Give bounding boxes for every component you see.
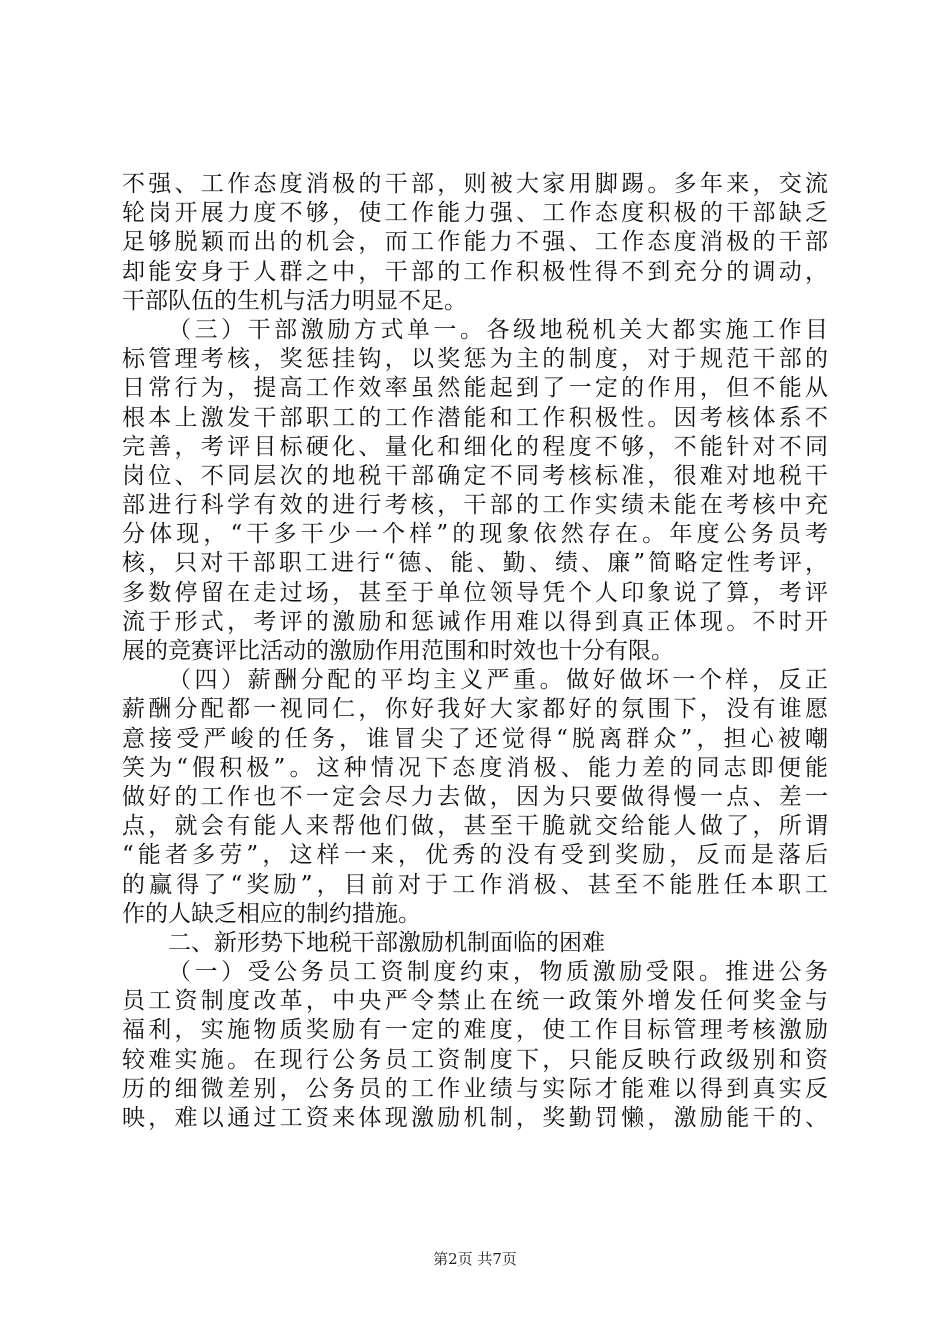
paragraph-start-line: （三）干部激励方式单一。各级地税机关大都实施工作目 [168, 316, 828, 343]
paragraph-start-line: （一）受公务员工资制度约束，物质激励受限。推进公务 [168, 959, 828, 986]
text-line: 岗位、不同层次的地税干部确定不同考核标准，很难对地税干 [122, 462, 828, 489]
text-line: 历的细微差别，公务员的工作业绩与实际才能难以得到真实反 [122, 1075, 828, 1102]
text-line: 完善，考评目标硬化、量化和细化的程度不够，不能针对不同 [122, 433, 828, 460]
text-line: 轮岗开展力度不够，使工作能力强、工作态度积极的干部缺乏 [122, 200, 828, 227]
text-line: 核，只对干部职工进行“德、能、勤、绩、廉”简略定性考评， [122, 550, 828, 577]
text-line: 标管理考核，奖惩挂钩，以奖惩为主的制度，对于规范干部的 [122, 346, 828, 373]
text-line: 员工资制度改革，中央严令禁止在统一政策外增发任何奖金与 [122, 988, 828, 1015]
text-line: 意接受严峻的任务，谁冒尖了还觉得“脱离群众”，担心被嘲 [122, 725, 828, 752]
text-line: 福利，实施物质奖励有一定的难度，使工作目标管理考核激励 [122, 1017, 828, 1044]
text-line: 笑为“假积极”。这种情况下态度消极、能力差的同志即便能 [122, 754, 828, 781]
text-line: 部进行科学有效的进行考核，干部的工作实绩未能在考核中充 [122, 492, 828, 519]
text-line: 多数停留在走过场，甚至于单位领导凭个人印象说了算，考评 [122, 579, 828, 606]
text-line: “能者多劳”，这样一来，优秀的没有受到奖励，反而是落后 [122, 842, 828, 869]
text-line: 薪酬分配都一视同仁，你好我好大家都好的氛围下，没有谁愿 [122, 696, 828, 723]
text-line: 较难实施。在现行公务员工资制度下，只能反映行政级别和资 [122, 1046, 828, 1073]
paragraph-start-line: （四）薪酬分配的平均主义严重。做好做坏一个样，反正 [168, 667, 828, 694]
text-line: 干部队伍的生机与活力明显不足。 [122, 287, 467, 314]
document-body [122, 170, 828, 1133]
text-line: 不强、工作态度消极的干部，则被大家用脚踢。多年来，交流 [122, 171, 828, 197]
text-line: 日常行为，提高工作效率虽然能起到了一定的作用，但不能从 [122, 375, 828, 402]
text-line: 点，就会有能人来帮他们做，甚至干脆就交给能人做了，所谓 [122, 813, 828, 840]
page-number-footer: 第2页 共7页 [433, 1250, 517, 1268]
text-line: 的赢得了“奖励”，目前对于工作消极、甚至不能胜任本职工 [122, 871, 828, 898]
text-line: 流于形式，考评的激励和惩诫作用难以得到真正体现。不时开 [122, 608, 828, 635]
text-line: 映，难以通过工资来体现激励机制，奖勤罚懒，激励能干的、 [122, 1105, 828, 1131]
text-line: 却能安身于人群之中，干部的工作积极性得不到充分的调动， [122, 258, 828, 285]
text-line: 足够脱颖而出的机会，而工作能力不强、工作态度消极的干部 [122, 229, 828, 256]
text-line: 分体现，“干多干少一个样”的现象依然存在。年度公务员考 [122, 521, 828, 548]
section-heading: 二、新形势下地税干部激励机制面临的困难 [168, 929, 605, 956]
text-line: 做好的工作也不一定会尽力去做，因为只要做得慢一点、差一 [122, 783, 828, 810]
text-line: 展的竞赛评比活动的激励作用范围和时效也十分有限。 [122, 638, 674, 664]
text-line: 作的人缺乏相应的制约措施。 [122, 900, 421, 927]
text-line: 根本上激发干部职工的工作潜能和工作积极性。因考核体系不 [122, 404, 828, 431]
